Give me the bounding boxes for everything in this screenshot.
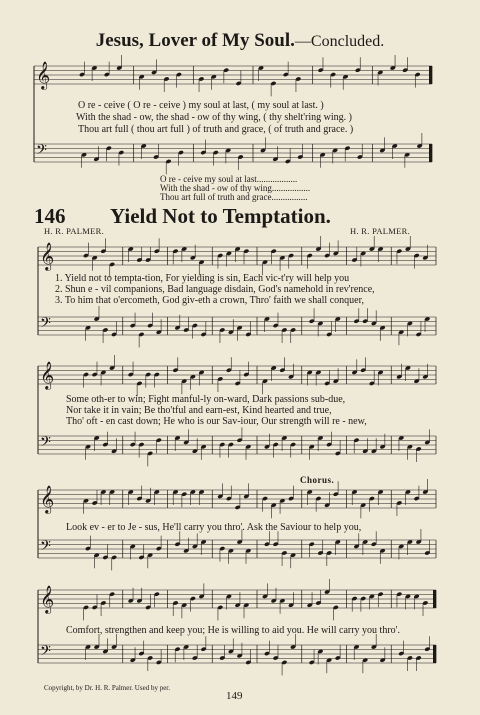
treble-clef: 𝄞 xyxy=(40,485,55,513)
hymn-line1-verse3: 3. To him that o'ercometh, God giv-eth a crown, Thro' faith we shall conquer, xyxy=(55,295,364,306)
music-credit: H. R. PALMER. xyxy=(350,226,411,236)
hymn-subtitle: —Concluded. xyxy=(294,33,385,50)
treble-clef: 𝄞 xyxy=(40,361,55,389)
hymn-line4: Comfort, strengthen and keep you; He is willing to aid you. He will carry you thro'. xyxy=(66,625,400,636)
bass-clef: 𝄢 xyxy=(40,643,51,663)
section-title xyxy=(0,30,480,52)
bass-clef: 𝄢 xyxy=(40,315,51,335)
bass-words-2: With the shad - ow of thy wing................. xyxy=(160,183,311,193)
bass-words-1: O re - ceive my soul at last.................. xyxy=(160,174,298,184)
treble-clef: 𝄞 xyxy=(40,242,55,270)
final-bar xyxy=(433,590,436,608)
hymn-line2-verse1: Some oth-er to win; Fight manful-ly on-ward, Dark passions sub-due, xyxy=(66,394,346,405)
verse-line-3: Thou art full ( thou art full ) of truth and grace, ( of truth and grace. ) xyxy=(78,124,354,135)
page-number: 149 xyxy=(226,690,243,702)
hymn-line1-verse2: 2. Shun e - vil companions, Bad language disdain, God's namehold in rev'rence, xyxy=(55,284,375,295)
words-credit: H. R. PALMER. xyxy=(44,226,105,236)
hymn-line2-verse2: Nor take it in vain; Be tho'tful and earn-est, Kind hearted and true, xyxy=(66,405,332,416)
hymn-line1-verse1: 1. Yield not to tempta-tion, For yielding is sin, Each vic-t'ry will help you xyxy=(55,273,350,284)
copyright-notice: Copyright, by Dr. H. R. Palmer. Used by per. xyxy=(44,684,170,692)
treble-clef: 𝄞 xyxy=(40,585,55,613)
hymn-line2-verse3: Tho' oft - en cast down; He who is our Sav-iour, Our strength will re - new, xyxy=(66,416,367,427)
bass-clef: 𝄢 xyxy=(40,538,51,558)
final-bar xyxy=(429,66,432,84)
verse-line-2: With the shad - ow, the shad - ow of thy wing, ( thy shelt'ring wing. ) xyxy=(76,112,352,123)
bass-words-3: Thou art full of truth and grace................ xyxy=(160,192,308,202)
verse-line-1: O re - ceive ( O re - ceive ) my soul at last, ( my soul at last. ) xyxy=(78,100,324,111)
chorus-label: Chorus. xyxy=(300,475,335,485)
final-bar xyxy=(429,144,432,162)
bass-clef: 𝄢 xyxy=(40,434,51,454)
treble-clef: 𝄞 xyxy=(36,61,51,89)
hymn-title-concluded: Jesus, Lover of My Soul. xyxy=(95,30,295,51)
final-bar xyxy=(433,645,436,663)
hymn-title: Yield Not to Temptation. xyxy=(110,204,331,228)
bass-clef: 𝄢 xyxy=(36,142,47,162)
hymn-line3: Look ev - er to Je - sus, He'll carry you thro'. Ask the Saviour to help you, xyxy=(66,522,362,533)
hymn-number: 146 xyxy=(34,204,66,228)
